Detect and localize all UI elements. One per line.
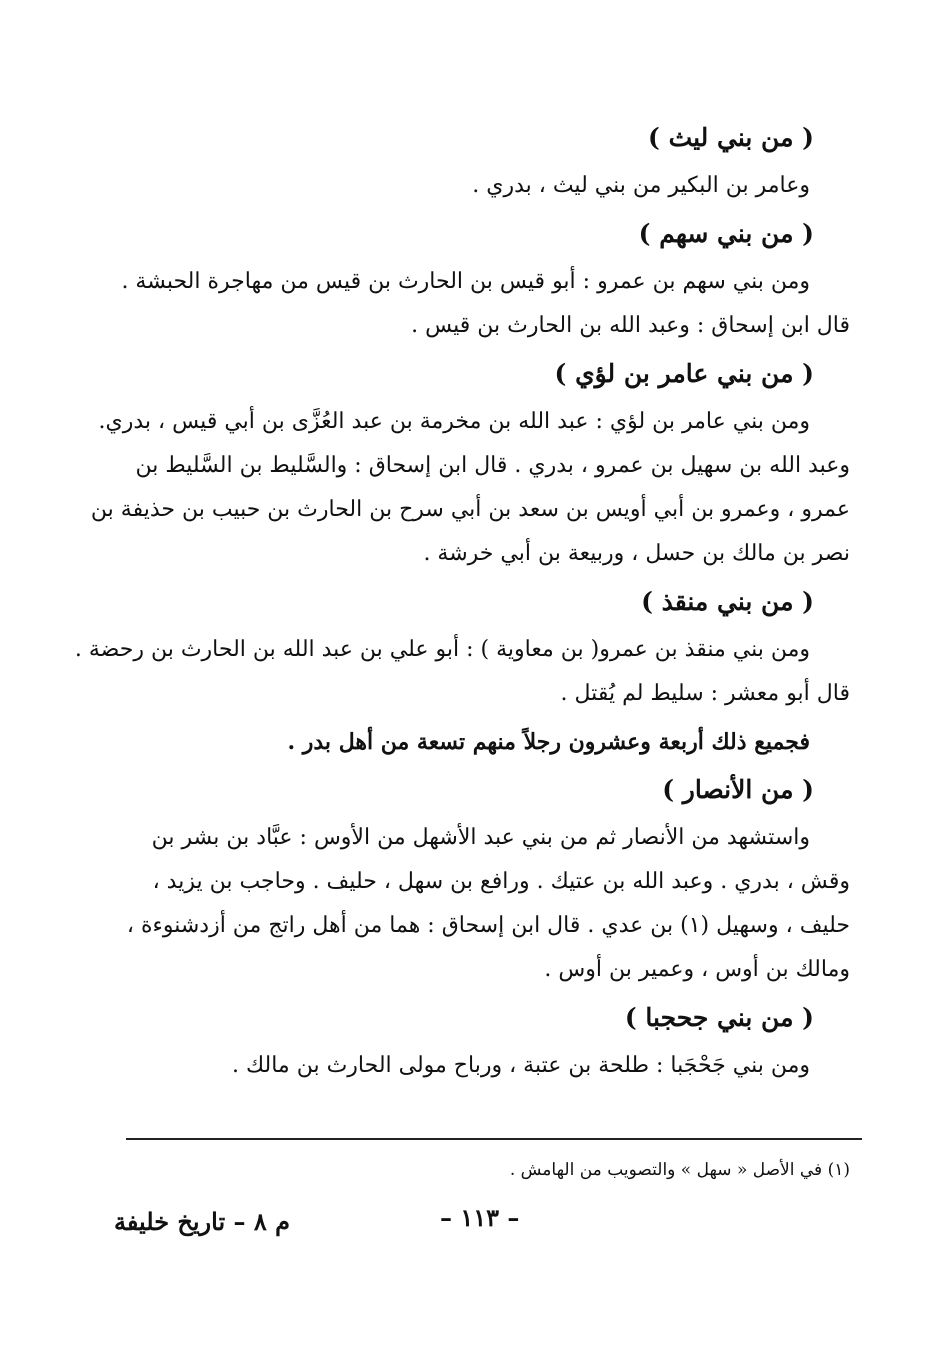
paragraph — [90, 400, 850, 576]
text-line: وقش ، بدري . وعبد الله بن عتيك . ورافع بن سهل ، حليف . وحاجب بن يزيد ، — [152, 869, 850, 894]
text-line: قال ابن إسحاق : وعبد الله بن الحارث بن قيس . — [411, 313, 850, 338]
text-line: ومن بني سهم بن عمرو : أبو قيس بن الحارث بن قيس من مهاجرة الحبشة . — [121, 269, 810, 294]
section-heading: ( من بني منقذ ) — [641, 587, 814, 616]
section-heading: ( من بني ليث ) — [648, 123, 814, 152]
text-line: ومن بني جَحْجَبا : طلحة بن عتبة ، ورباح مولى الحارث بن مالك . — [232, 1053, 810, 1078]
page-footer — [100, 1203, 850, 1247]
paragraph — [74, 628, 850, 716]
text-line: وعامر بن البكير من بني ليث ، بدري . — [472, 173, 810, 198]
section-heading: ( من بني عامر بن لؤي ) — [554, 359, 814, 388]
text-line: ومن بني منقذ بن عمرو( بن معاوية ) : أبو علي بن عبد الله بن الحارث بن رحضة . — [74, 637, 810, 662]
footnote-rule — [126, 1138, 862, 1140]
section-heading: ( من بني جحجبا ) — [624, 1003, 814, 1032]
paragraph — [121, 260, 850, 348]
text-line: عمرو ، وعمرو بن أبي أويس بن سعد بن أبي سرح بن الحارث بن حبيب بن حذيفة بن — [90, 497, 850, 522]
footnote: (١) في الأصل « سهل » والتصويب من الهامش . — [509, 1160, 850, 1180]
book-signature: م ٨ – تاريخ خليفة — [114, 1207, 290, 1236]
paragraph — [126, 816, 850, 992]
text-line: وعبد الله بن سهيل بن عمرو ، بدري . قال ابن إسحاق : والسَّليط بن السَّليط بن — [135, 453, 850, 478]
text-line: واستشهد من الأنصار ثم من بني عبد الأشهل من الأوس : عبَّاد بن بشر بن — [151, 825, 810, 850]
main-text — [74, 112, 850, 1092]
text-line: حليف ، وسهيل (١) بن عدي . قال ابن إسحاق : هما من أهل راتج من أزدشنوءة ، — [126, 913, 850, 938]
text-line: نصر بن مالك بن حسل ، وربيعة بن أبي خرشة . — [423, 541, 850, 566]
paragraph — [126, 720, 850, 764]
text-line: ومالك بن أوس ، وعمير بن أوس . — [544, 957, 850, 982]
section-heading: ( من الأنصار ) — [662, 775, 814, 804]
page-number: – ١١٣ – — [440, 1203, 520, 1232]
text-line: ومن بني عامر بن لؤي : عبد الله بن مخرمة بن عبد العُزَّى بن أبي قيس ، بدري. — [98, 409, 810, 434]
section-heading: ( من بني سهم ) — [638, 219, 814, 248]
text-line: فجميع ذلك أربعة وعشرون رجلاً منهم تسعة من أهل بدر . — [287, 729, 810, 755]
text-line: قال أبو معشر : سليط لم يُقتل . — [560, 681, 850, 706]
paragraph — [126, 1044, 850, 1088]
paragraph — [126, 164, 850, 208]
